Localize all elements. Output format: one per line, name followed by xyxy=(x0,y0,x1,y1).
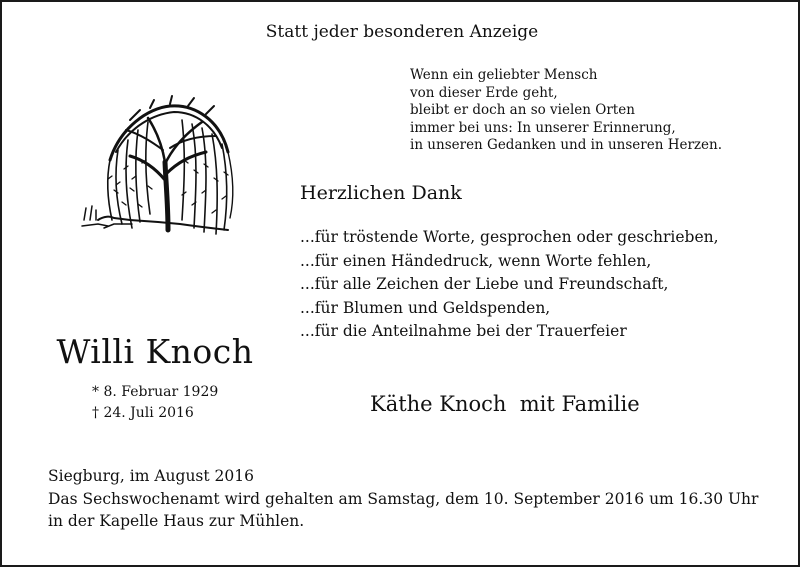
place-date: Siegburg, im August 2016 xyxy=(48,467,254,485)
deceased-name: Willi Knoch xyxy=(56,332,254,371)
weeping-willow-icon xyxy=(70,90,246,266)
poem-line: bleibt er doch an so vielen Orten xyxy=(410,102,635,118)
thanks-line: ...für tröstende Worte, gesprochen oder geschrieben, xyxy=(300,228,719,246)
thanks-line: ...für einen Händedruck, wenn Worte fehlen, xyxy=(300,251,652,270)
life-dates xyxy=(92,382,218,424)
poem xyxy=(410,67,722,155)
thanks-title: Herzlichen Dank xyxy=(300,182,462,204)
thanks-line: ...für alle Zeichen der Liebe und Freundschaft, xyxy=(300,275,669,293)
footer xyxy=(48,465,758,533)
service-location: in der Kapelle Haus zur Mühlen. xyxy=(48,512,305,530)
thanks-line: ...für Blumen und Geldspenden, xyxy=(300,298,551,317)
poem-line: in unseren Gedanken und in unseren Herzen. xyxy=(410,137,723,153)
birth-date: * 8. Februar 1929 xyxy=(92,384,219,400)
poem-line: von dieser Erde geht, xyxy=(410,84,558,101)
poem-line: immer bei uns: In unserer Erinnerung, xyxy=(410,119,676,136)
family-signature: Käthe Knoch mit Familie xyxy=(370,392,640,416)
header-text: Statt jeder besonderen Anzeige xyxy=(265,22,539,42)
thanks-line: ...für die Anteilnahme bei der Trauerfeier xyxy=(300,322,627,340)
death-date: † 24. Juli 2016 xyxy=(92,405,194,421)
poem-line: Wenn ein geliebter Mensch xyxy=(410,67,598,83)
thanks-list xyxy=(300,226,719,344)
service-announcement: Das Sechswochenamt wird gehalten am Samstag, dem 10. September 2016 um 16.30 Uhr xyxy=(48,489,759,508)
